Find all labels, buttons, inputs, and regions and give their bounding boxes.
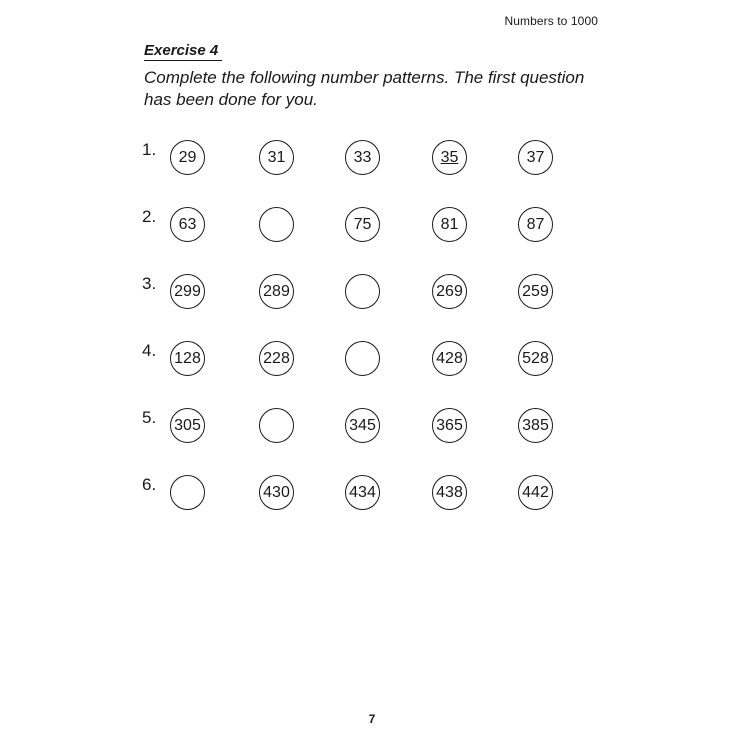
number-circle: 289 <box>259 274 294 309</box>
number-circle: 81 <box>432 207 467 242</box>
number-circle: 31 <box>259 140 294 175</box>
blank-answer-circle[interactable] <box>259 207 294 242</box>
number-circle: 269 <box>432 274 467 309</box>
question-number: 4. <box>142 341 157 360</box>
exercise-title: Exercise 4 <box>144 42 222 61</box>
question-number: 6. <box>142 475 157 494</box>
number-circle: 33 <box>345 140 380 175</box>
running-header: Numbers to 1000 <box>504 14 598 28</box>
blank-answer-circle[interactable] <box>345 274 380 309</box>
number-circle: 305 <box>170 408 205 443</box>
number-circle: 75 <box>345 207 380 242</box>
blank-answer-circle[interactable] <box>170 475 205 510</box>
exercise-instructions: Complete the following number patterns. The first question has been done for you. <box>144 68 585 109</box>
pattern-row-2 <box>142 207 582 247</box>
question-number: 3. <box>142 274 157 293</box>
number-circle: 63 <box>170 207 205 242</box>
question-number: 5. <box>142 408 157 427</box>
pattern-row-5 <box>142 408 582 448</box>
number-circle: 434 <box>345 475 380 510</box>
number-circle: 528 <box>518 341 553 376</box>
number-circle: 128 <box>170 341 205 376</box>
pattern-row-6 <box>142 475 582 515</box>
number-circle: 428 <box>432 341 467 376</box>
number-circle: 299 <box>170 274 205 309</box>
blank-answer-circle[interactable] <box>259 408 294 443</box>
number-circle: 345 <box>345 408 380 443</box>
number-circle: 37 <box>518 140 553 175</box>
number-circle: 385 <box>518 408 553 443</box>
answer-circle: 35 <box>432 140 467 175</box>
number-circle: 259 <box>518 274 553 309</box>
pattern-row-4 <box>142 341 582 381</box>
question-number: 2. <box>142 207 157 226</box>
number-circle: 365 <box>432 408 467 443</box>
page-number: 7 <box>368 712 376 726</box>
number-circle: 228 <box>259 341 294 376</box>
blank-answer-circle[interactable] <box>345 341 380 376</box>
pattern-row-1 <box>142 140 582 180</box>
number-circle: 442 <box>518 475 553 510</box>
pattern-row-3 <box>142 274 582 314</box>
question-number: 1. <box>142 140 157 159</box>
number-circle: 87 <box>518 207 553 242</box>
number-circle: 438 <box>432 475 467 510</box>
number-circle: 430 <box>259 475 294 510</box>
number-circle: 29 <box>170 140 205 175</box>
